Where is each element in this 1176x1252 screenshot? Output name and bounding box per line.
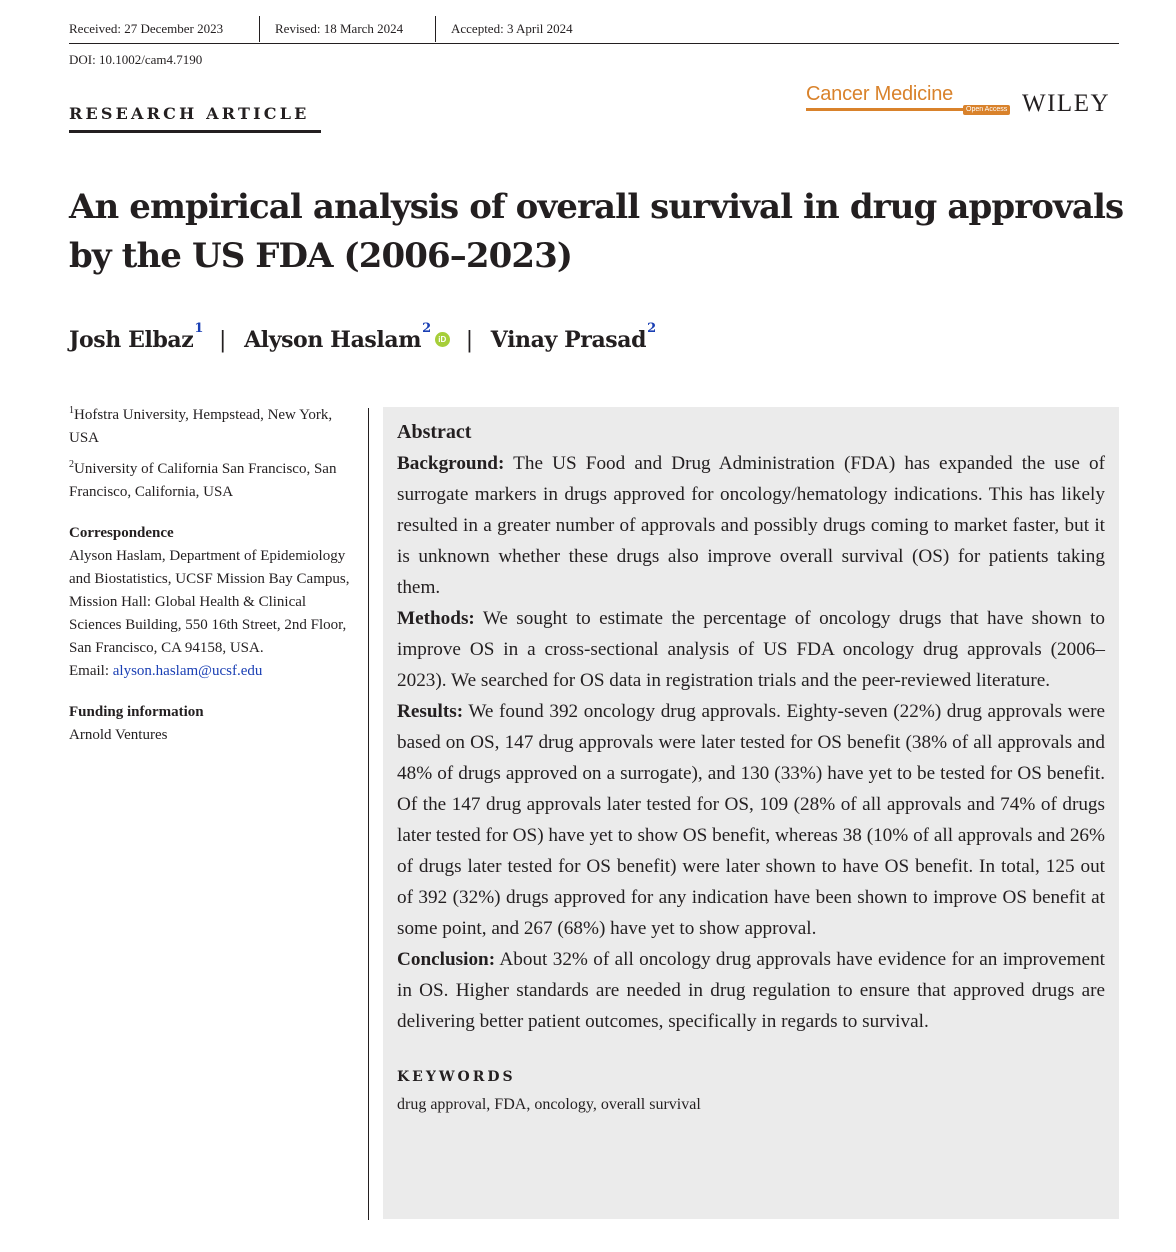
affiliation-number: 1 — [69, 405, 74, 416]
affiliation-2 — [69, 458, 351, 504]
affiliation-marker[interactable]: 2 — [422, 321, 431, 336]
keywords-heading: KEYWORDS — [397, 1069, 516, 1085]
journal-name: Cancer Medicine — [806, 83, 954, 105]
background-text: The US Food and Drug Administration (FDA) has expanded the use of surrogate markers in drugs approved for oncology/hematology indications. This has likely resulted in a greater number of approvals and possibly drugs coming to market faster, but it is unknown whether these drugs also improve overall survival (OS) for patients taking them. — [397, 453, 1105, 598]
column-divider — [368, 408, 369, 1220]
results-label: Results: — [397, 701, 464, 722]
affiliation-number: 2 — [69, 459, 74, 470]
funding-text: Arnold Ventures — [69, 727, 168, 743]
abstract-box — [383, 407, 1119, 1219]
affiliation-1 — [69, 404, 351, 450]
article-type: RESEARCH ARTICLE — [69, 104, 310, 123]
publisher-logo[interactable]: WILEY — [1022, 90, 1111, 117]
author-separator: | — [219, 328, 227, 353]
abstract-conclusion — [397, 944, 1105, 1037]
article-type-rule — [69, 130, 321, 133]
abstract-heading: Abstract — [397, 421, 472, 443]
author-separator: | — [465, 328, 473, 353]
conclusion-text: About 32% of all oncology drug approvals have evidence for an improvement in OS. Higher standards are needed in drug regulation to ensure that approved drugs are delivering better patient outcomes, specifically in regards to survival. — [397, 949, 1105, 1032]
email-label: Email: — [69, 663, 109, 679]
article-dates — [69, 20, 1119, 44]
funding-heading: Funding information — [69, 704, 204, 720]
journal-logo[interactable] — [806, 82, 1020, 118]
revised-date: Revised: 18 March 2024 — [275, 21, 404, 36]
author-name: Josh Elbaz — [69, 327, 194, 353]
affiliation-text: University of California San Francisco, San Francisco, California, USA — [69, 461, 337, 500]
background-label: Background: — [397, 453, 505, 474]
affiliation-marker[interactable]: 2 — [647, 321, 656, 336]
conclusion-label: Conclusion: — [397, 949, 496, 970]
affiliation-marker[interactable]: 1 — [194, 321, 204, 336]
affiliation-text: Hofstra University, Hempstead, New York, USA — [69, 407, 333, 446]
received-date: Received: 27 December 2023 — [69, 21, 224, 36]
correspondence-text: Alyson Haslam, Department of Epidemiology and Biostatistics, UCSF Mission Bay Campus, Mission Hall: Global Health & Clinical Sciences Building, 550 16th Street, 2nd Floor, San Francisco, CA 94158, USA. — [69, 548, 350, 656]
methods-text: We sought to estimate the percentage of oncology drugs that have shown to improve OS in a cross-sectional analysis of US FDA oncology drug approvals (2006–2023). We searched for OS data in registration trials and the peer-reviewed literature. — [397, 608, 1105, 691]
doi[interactable]: DOI: 10.1002/cam4.7190 — [69, 52, 203, 67]
date-separator — [259, 16, 260, 42]
author-vinay-prasad[interactable] — [491, 323, 656, 357]
open-access-badge: Open Access — [963, 105, 1010, 115]
author-josh-elbaz[interactable] — [69, 323, 203, 357]
article-sidebar — [69, 404, 351, 747]
author-list — [69, 323, 656, 357]
keywords-text: drug approval, FDA, oncology, overall survival — [397, 1096, 701, 1113]
article-title: An empirical analysis of overall survival in drug approvals by the US FDA (2006–2023) — [69, 187, 1124, 276]
correspondence-email — [69, 660, 351, 683]
author-name: Vinay Prasad — [490, 327, 647, 353]
abstract-background — [397, 448, 1105, 603]
orcid-icon[interactable]: iD — [435, 332, 450, 347]
correspondence-heading: Correspondence — [69, 525, 174, 541]
abstract-methods — [397, 603, 1105, 696]
methods-label: Methods: — [397, 608, 475, 629]
author-alyson-haslam[interactable] — [244, 323, 450, 357]
journal-underline — [806, 108, 966, 111]
date-separator — [435, 16, 436, 42]
header-rule — [69, 43, 1119, 44]
abstract-results — [397, 696, 1105, 944]
accepted-date: Accepted: 3 April 2024 — [451, 21, 573, 36]
results-text: We found 392 oncology drug approvals. Eighty-seven (22%) drug approvals were based on OS, 147 drug approvals were later tested for OS benefit (38% of all approvals and 48% of drugs approved on a surrogate), and 130 (33%) have yet to be tested for OS benefit. Of the 147 drug approvals later tested for OS, 109 (28% of all approvals and 74% of drugs later tested for OS) have yet to show OS benefit, whereas 38 (10% of all approvals and 26% of drugs later tested for OS benefit) were later shown to have OS benefit. In total, 125 out of 392 (32%) drugs approved for any indication have been shown to improve OS benefit at some point, and 267 (68%) have yet to show approval. — [397, 701, 1106, 939]
email-link[interactable]: alyson.haslam@ucsf.edu — [112, 663, 263, 679]
author-name: Alyson Haslam — [244, 327, 422, 353]
